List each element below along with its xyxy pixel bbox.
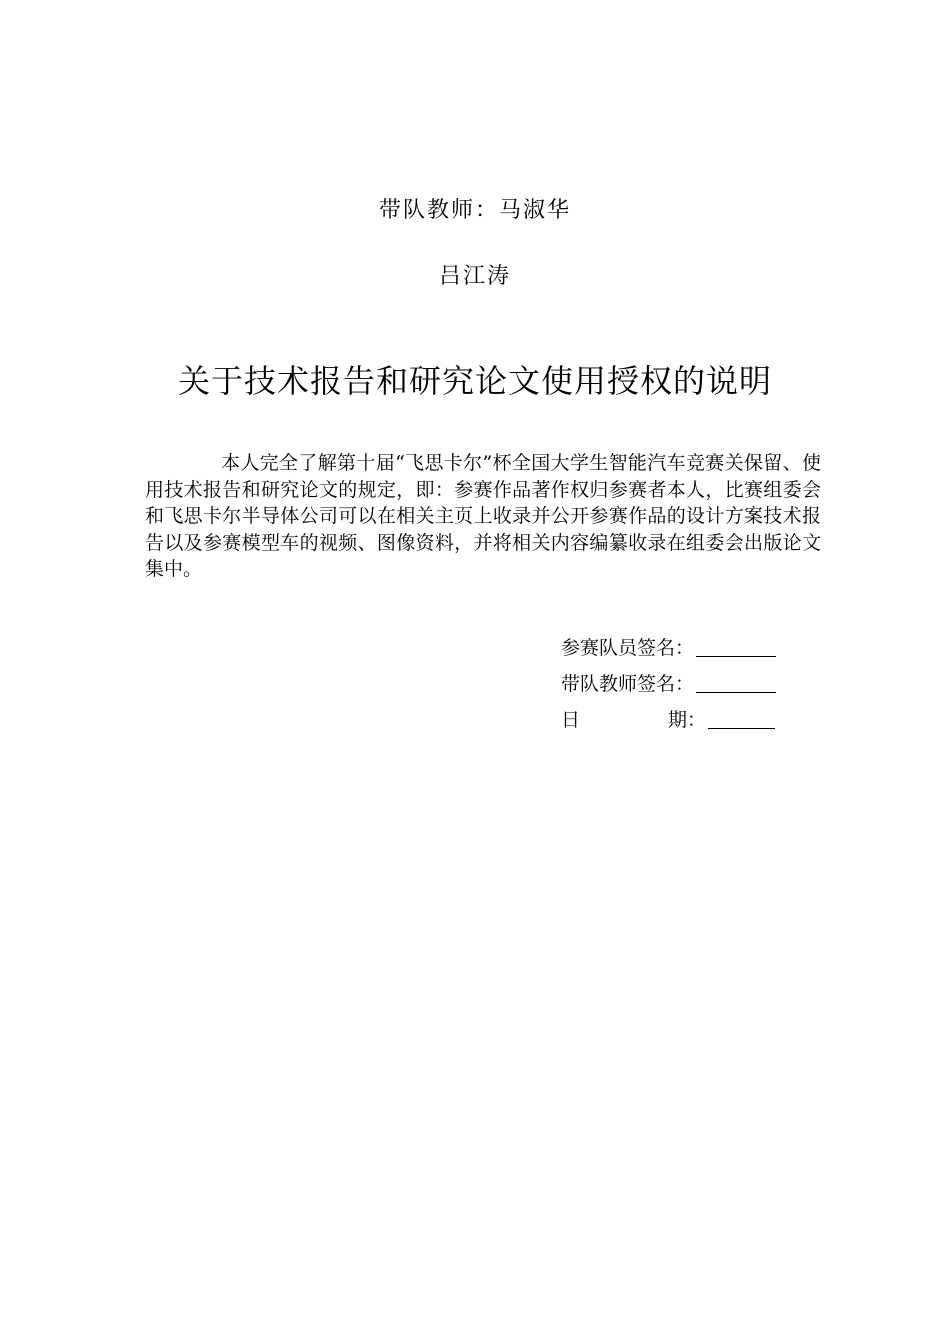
advisor-line bbox=[0, 196, 950, 226]
date-label bbox=[561, 707, 706, 733]
date-row bbox=[561, 697, 861, 733]
date-label-right: 期： bbox=[667, 709, 706, 731]
member-signature-label: 参赛队员签名： bbox=[561, 637, 695, 659]
signature-block bbox=[561, 625, 861, 733]
second-advisor-name: 吕江涛 bbox=[438, 264, 511, 289]
advisor-text: 带队教师：马淑华 bbox=[378, 198, 571, 223]
advisor-signature-line[interactable] bbox=[696, 674, 776, 693]
advisor-signature-row bbox=[561, 661, 861, 697]
advisor-signature-label: 带队教师签名： bbox=[561, 673, 695, 695]
member-signature-line[interactable] bbox=[696, 638, 776, 657]
date-label-left: 日 bbox=[561, 709, 581, 731]
authorization-statement: 本人完全了解第十届“飞思卡尔”杯全国大学生智能汽车竞赛关保留、使用技术报告和研究论文的规定，即：参赛作品著作权归参赛者本人，比赛组委会和飞思卡尔半导体公司可以在相关主页上收录并公开参赛作品的设计方案技术报告以及参赛模型车的视频、图像资料，并将相关内容编纂收录在组委会出版论文集中。 bbox=[145, 452, 821, 580]
member-signature-row bbox=[561, 625, 861, 661]
date-line[interactable] bbox=[708, 710, 775, 729]
page-title: 关于技术报告和研究论文使用授权的说明 bbox=[177, 362, 772, 400]
